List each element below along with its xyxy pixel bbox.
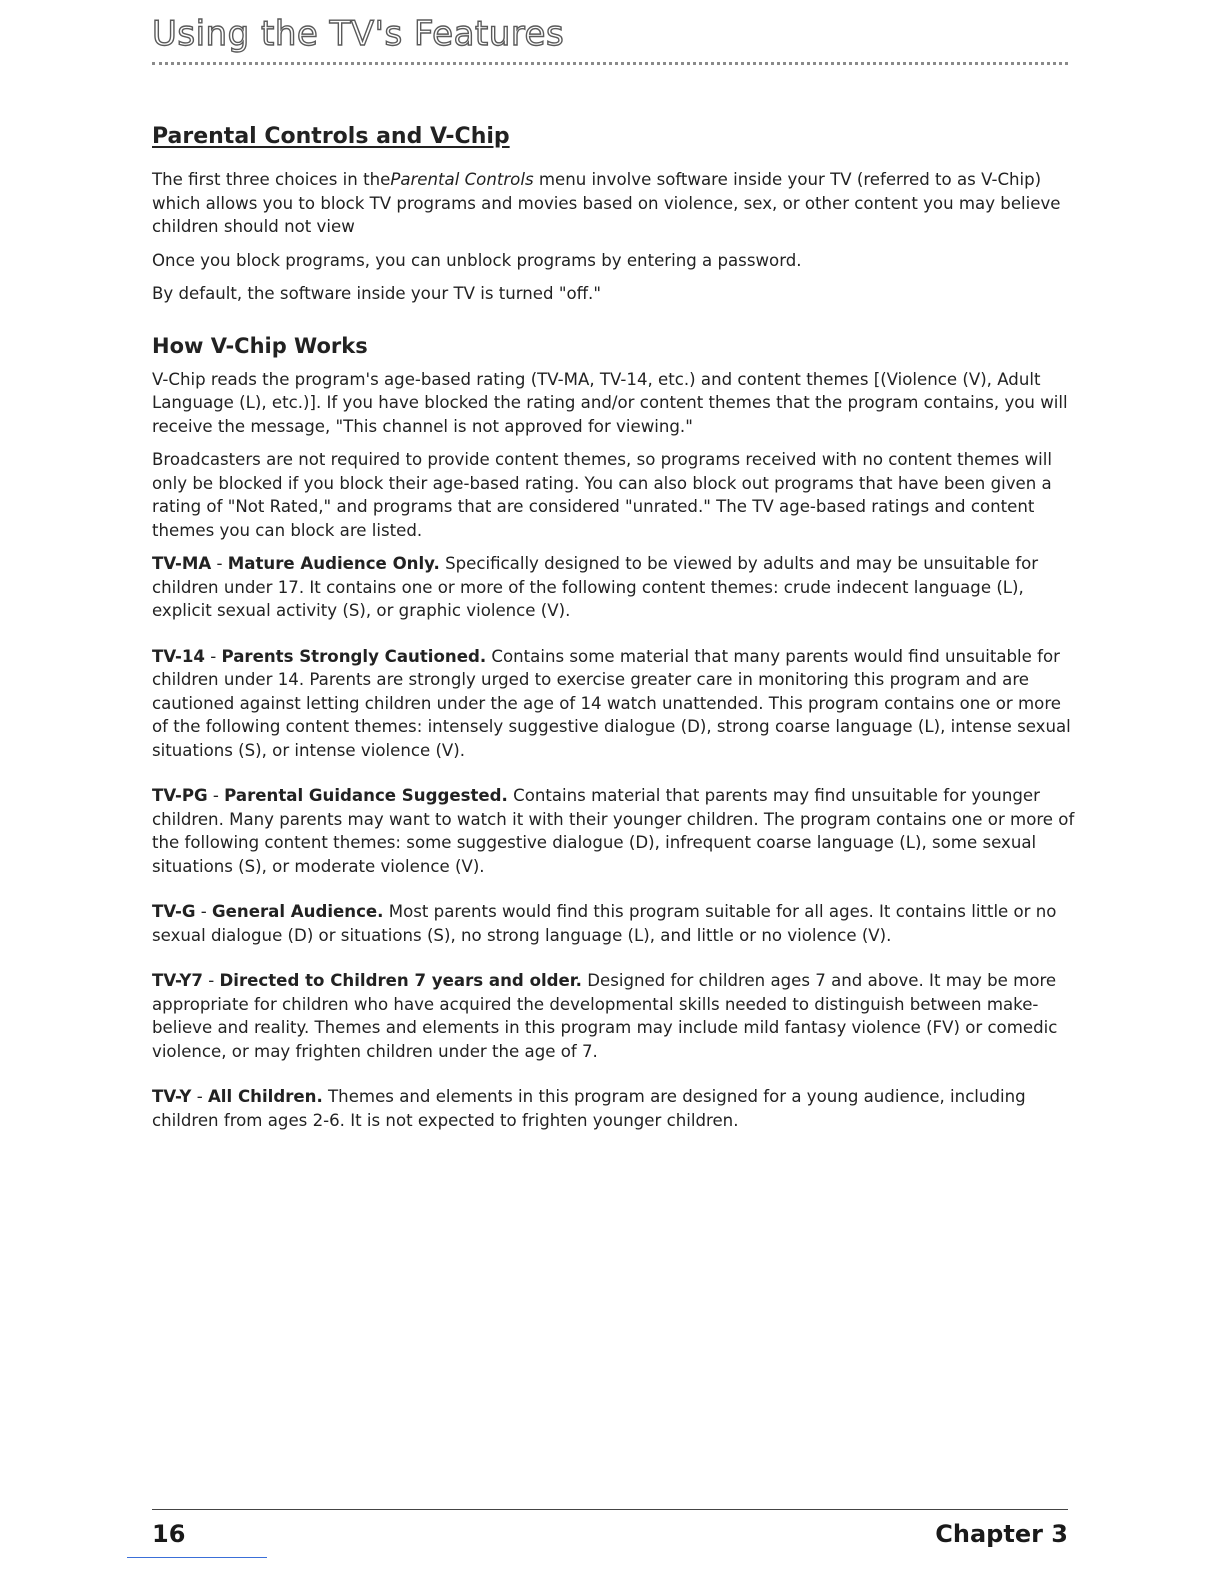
rating-separator: -: [207, 786, 225, 805]
intro-text-start: The first three choices in the: [152, 170, 391, 189]
rating-description: Specifically designed to be viewed by adults and may be unsuitable for children under 17. It contains one or more of the following content themes: crude indecent language (L), explicit sexual activity (S), or graphic violence (V).: [152, 554, 1039, 620]
rating-tv-pg: [152, 784, 1082, 878]
rating-name: Mature Audience Only.: [227, 554, 440, 573]
how-vchip-paragraph-1: V-Chip reads the program's age-based rating (TV-MA, TV-14, etc.) and content themes [(Violence (V), Adult Language (L), etc.)]. If you have blocked the rating and/or content themes that the program contains, you will receive the message, "This channel is not approved for viewing.": [152, 369, 1068, 436]
rating-code: TV-Y: [152, 1087, 192, 1106]
rating-code: TV-14: [152, 646, 205, 666]
rating-name: Parents Strongly Cautioned.: [221, 646, 487, 666]
rating-name: General Audience.: [212, 902, 384, 921]
rating-description: Designed for children ages 7 and above. It may be more appropriate for children who have acquired the developmental skills needed to distinguish between make-believe and reality. Themes and elements in this program may include mild fantasy violence (FV) or comedic violence, or may frighten children under the age of 7.: [152, 971, 1058, 1061]
how-vchip-works-title: How V-Chip Works: [152, 333, 368, 358]
footer-link-underline: [127, 1557, 267, 1558]
section-title: Parental Controls and V-Chip: [152, 124, 510, 149]
default-paragraph: By default, the software inside your TV is turned "off.": [152, 284, 601, 303]
rating-description: Most parents would find this program suitable for all ages. It contains little or no sexual dialogue (D) or situations (S), no strong language (L), and little or no violence (V).: [152, 902, 1057, 945]
rating-name: Directed to Children 7 years and older.: [219, 971, 582, 990]
page-footer: [152, 1509, 1068, 1548]
unblock-paragraph: Once you block programs, you can unblock programs by entering a password.: [152, 250, 802, 270]
rating-description: Contains some material that many parents would find unsuitable for children under 14. Parents are strongly urged to exercise greater care in monitoring this program and are cautioned against letting children under the age of 14 watch unattended. This program contains one or more of the following content themes: intensely suggestive dialogue (D), strong coarse language (L), intense sexual situations (S), or intense violence (V).: [152, 646, 1071, 760]
page-header: [152, 14, 1068, 54]
rating-code: TV-MA: [152, 554, 212, 573]
rating-separator: -: [195, 902, 213, 921]
rating-description: Contains material that parents may find unsuitable for younger children. Many parents may want to watch it with their younger children. The program contains one or more of the following content themes: some suggestive dialogue (D), infrequent coarse language (L), some sexual situations (S), or moderate violence (V).: [152, 786, 1075, 876]
rating-code: TV-Y7: [152, 971, 203, 990]
page-content: [152, 122, 1082, 1154]
intro-text-end: menu involve software inside your TV (referred to as V-Chip) which allows you to block TV programs and movies based on violence, sex, or other content you may believe children should not view: [152, 170, 1061, 236]
rating-tv-g: [152, 900, 1082, 947]
header-divider: [152, 62, 1068, 65]
rating-separator: -: [204, 646, 222, 666]
rating-description: Themes and elements in this program are designed for a young audience, including children from ages 2-6. It is not expected to frighten younger children.: [152, 1087, 1026, 1130]
rating-code: TV-G: [152, 902, 196, 921]
page-number: 16: [152, 1520, 186, 1548]
menu-name: Parental Controls: [390, 170, 534, 189]
rating-tv-y: [152, 1085, 1082, 1132]
rating-code: TV-PG: [152, 786, 208, 805]
how-vchip-paragraph-2: Broadcasters are not required to provide content themes, so programs received with no content themes will only be blocked if you block their age-based rating. You can also block out programs that have been given a rating of "Not Rated," and programs that are considered "unrated." The TV age-based ratings and content themes you can block are listed.: [152, 450, 1053, 540]
rating-tv-ma: [152, 552, 1082, 623]
page-header-title: Using the TV's Features: [152, 14, 565, 54]
rating-tv-14: [152, 645, 1082, 763]
intro-paragraph: [152, 168, 1082, 239]
rating-separator: -: [191, 1087, 208, 1106]
rating-name: All Children.: [207, 1087, 323, 1106]
rating-separator: -: [202, 971, 220, 990]
chapter-label: Chapter 3: [935, 1520, 1068, 1548]
rating-tv-y7: [152, 969, 1082, 1063]
rating-name: Parental Guidance Suggested.: [224, 786, 508, 805]
rating-separator: -: [211, 554, 228, 573]
